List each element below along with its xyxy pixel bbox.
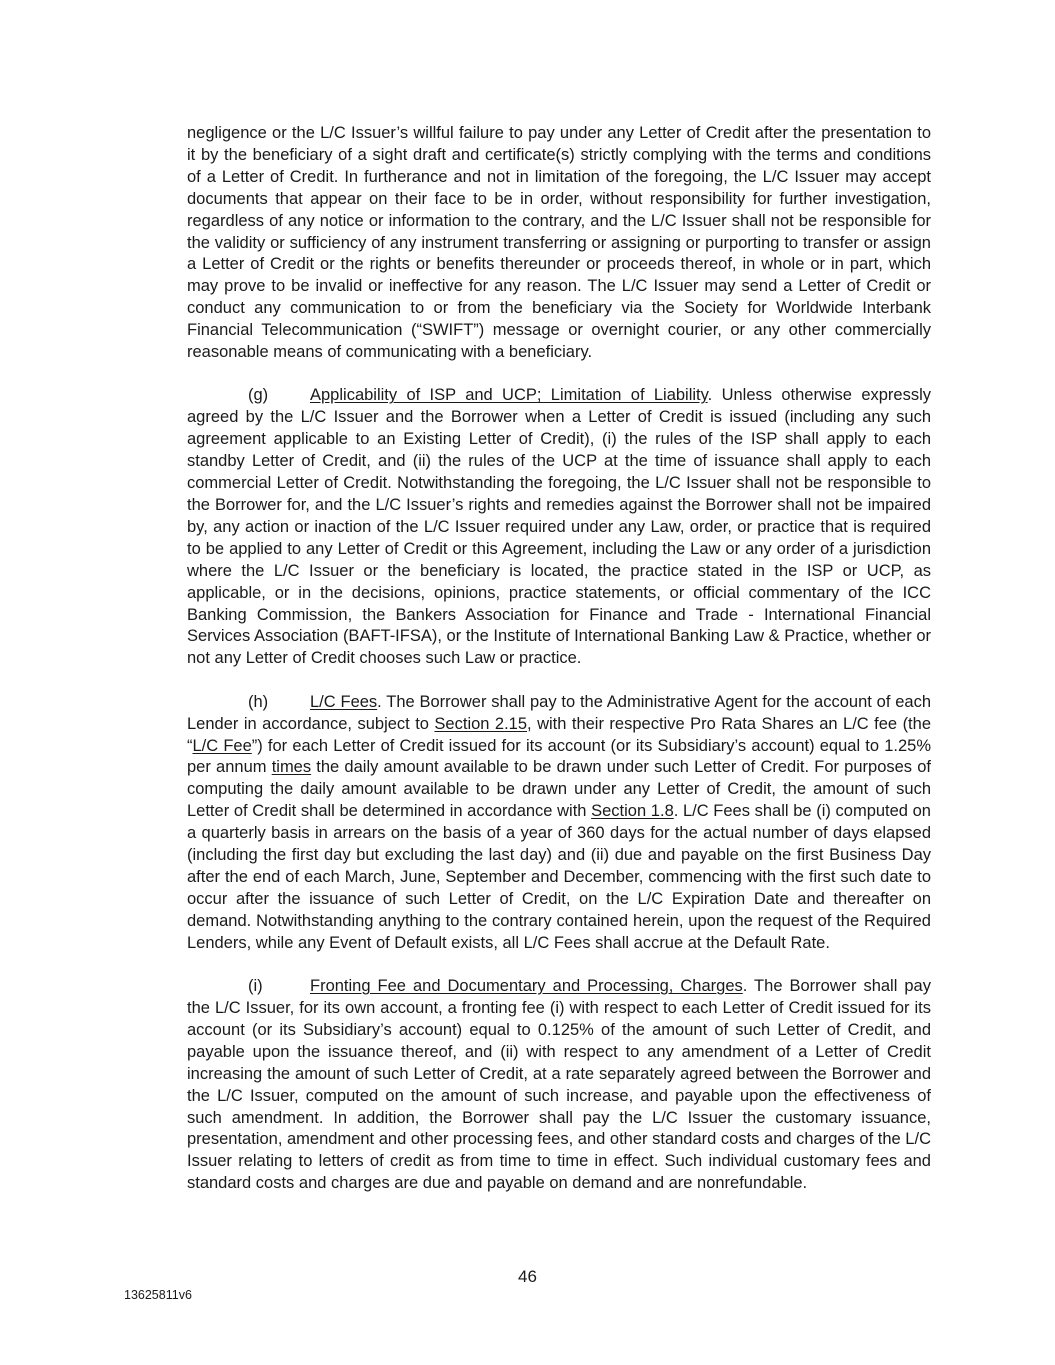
section-g-paragraph: [187, 385, 931, 670]
section-i-number: (i): [248, 977, 263, 996]
page-number: 46: [518, 1267, 537, 1286]
section-g-number: (g): [248, 386, 269, 405]
section-h-text-5: . L/C Fees shall be (i) computed on a quarterly basis in arrears on the basis of a year of 360 days for the actual number of days elapsed (including the first day but excluding the last day) and (ii) due and payable on the first Business Day after the end of each March, June, September and December, commencing with the first such date to occur after the issuance of such Letter of Credit, on the L/C Expiration Date and thereafter on demand. Notwithstanding anything to the contrary contained herein, upon the request of the Required Lenders, while any Event of Default exists, all L/C Fees shall accrue at the Default Rate.: [187, 802, 931, 952]
section-i-text: . The Borrower shall pay the L/C Issuer, for its own account, a fronting fee (i) with respect to each Letter of Credit issued for its account (or its Subsidiary’s account) equal to 0.125% of the amount of such Letter of Credit, and payable upon the issuance thereof, and (ii) with respect to any amendment of a Letter of Credit increasing the amount of such Letter of Credit, at a rate separately agreed between the Borrower and the L/C Issuer, computed on the amount of such increase, and payable upon the effectiveness of such amendment. In addition, the Borrower shall pay the L/C Issuer the customary issuance, presentation, amendment and other processing fees, and other standard costs and charges of the L/C Issuer relating to letters of credit as from time to time in effect. Such individual customary fees and standard costs and charges are due and payable on demand and are nonrefundable.: [187, 977, 931, 1193]
lc-fee-defined-term: L/C Fee: [192, 736, 252, 755]
section-h-paragraph: [187, 692, 931, 955]
section-h-text-3: ”) for each Letter of Credit issued for its account (or its Subsidiary’s account) equal to 1.25% per annum: [187, 736, 931, 777]
times-term: times: [271, 758, 312, 777]
section-h-heading: L/C Fees: [310, 692, 378, 711]
intro-text: negligence or the L/C Issuer’s willful failure to pay under any Letter of Credit after the presentation to it by the beneficiary of a sight draft and certificate(s) strictly complying with the terms and conditions of a Letter of Credit. In furtherance and not in limitation of the foregoing, the L/C Issuer may accept documents that appear on their face to be in order, without responsibility for further investigation, regardless of any notice or information to the contrary, and the L/C Issuer shall not be responsible for the validity or sufficiency of any instrument transferring or assigning or purporting to transfer or assign a Letter of Credit or the rights or benefits thereunder or proceeds thereof, in whole or in part, which may prove to be invalid or ineffective for any reason. The L/C Issuer may send a Letter of Credit or conduct any communication to or from the beneficiary via the Society for Worldwide Interbank Financial Telecommunication (“SWIFT”) message or overnight courier, or any other commercially reasonable means of communicating with a beneficiary.: [187, 124, 931, 362]
section-2-15-reference: Section 2.15: [434, 714, 528, 733]
section-g-heading: Applicability of ISP and UCP; Limitation of Liability: [310, 386, 708, 405]
section-i-heading: Fronting Fee and Documentary and Processing, Charges: [310, 977, 743, 996]
section-1-8-reference: Section 1.8: [591, 802, 674, 821]
section-h-text-1: . The Borrower shall pay to the Administrative Agent for the account of each Lender in accordance, subject to: [187, 692, 931, 733]
section-g-text: . Unless otherwise expressly agreed by the L/C Issuer and the Borrower when a Letter of Credit is issued (including any such agreement applicable to an Existing Letter of Credit), (i) the rules of the ISP shall apply to each standby Letter of Credit, and (ii) the rules of the UCP at the time of issuance shall apply to each commercial Letter of Credit. Notwithstanding the foregoing, the L/C Issuer shall not be responsible to the Borrower for, and the L/C Issuer’s rights and remedies against the Borrower shall not be impaired by, any action or inaction of the L/C Issuer required under any Law, order, or practice that is required to be applied to any Letter of Credit or this Agreement, including the Law or any order of a jurisdiction where the L/C Issuer or the beneficiary is located, the practice stated in the ISP or UCP, as applicable, or in the decisions, opinions, practice statements, or official commentary of the ICC Banking Commission, the Bankers Association for Finance and Trade - International Financial Services Association (BAFT-IFSA), or the Institute of International Banking Law & Practice, whether or not any Letter of Credit chooses such Law or practice.: [187, 386, 932, 668]
page-body: [187, 123, 931, 1195]
intro-paragraph: [187, 123, 931, 364]
section-h-text-4: the daily amount available to be drawn under such Letter of Credit. For purposes of computing the daily amount available to be drawn under any Letter of Credit, the amount of such Letter of Credit shall be determined in accordance with: [187, 758, 931, 821]
document-id: 13625811v6: [124, 1288, 192, 1302]
section-i-paragraph: [187, 976, 931, 1195]
section-h-number: (h): [248, 692, 269, 711]
section-h-text-2: , with their respective Pro Rata Shares an L/C fee (the “: [187, 714, 931, 755]
